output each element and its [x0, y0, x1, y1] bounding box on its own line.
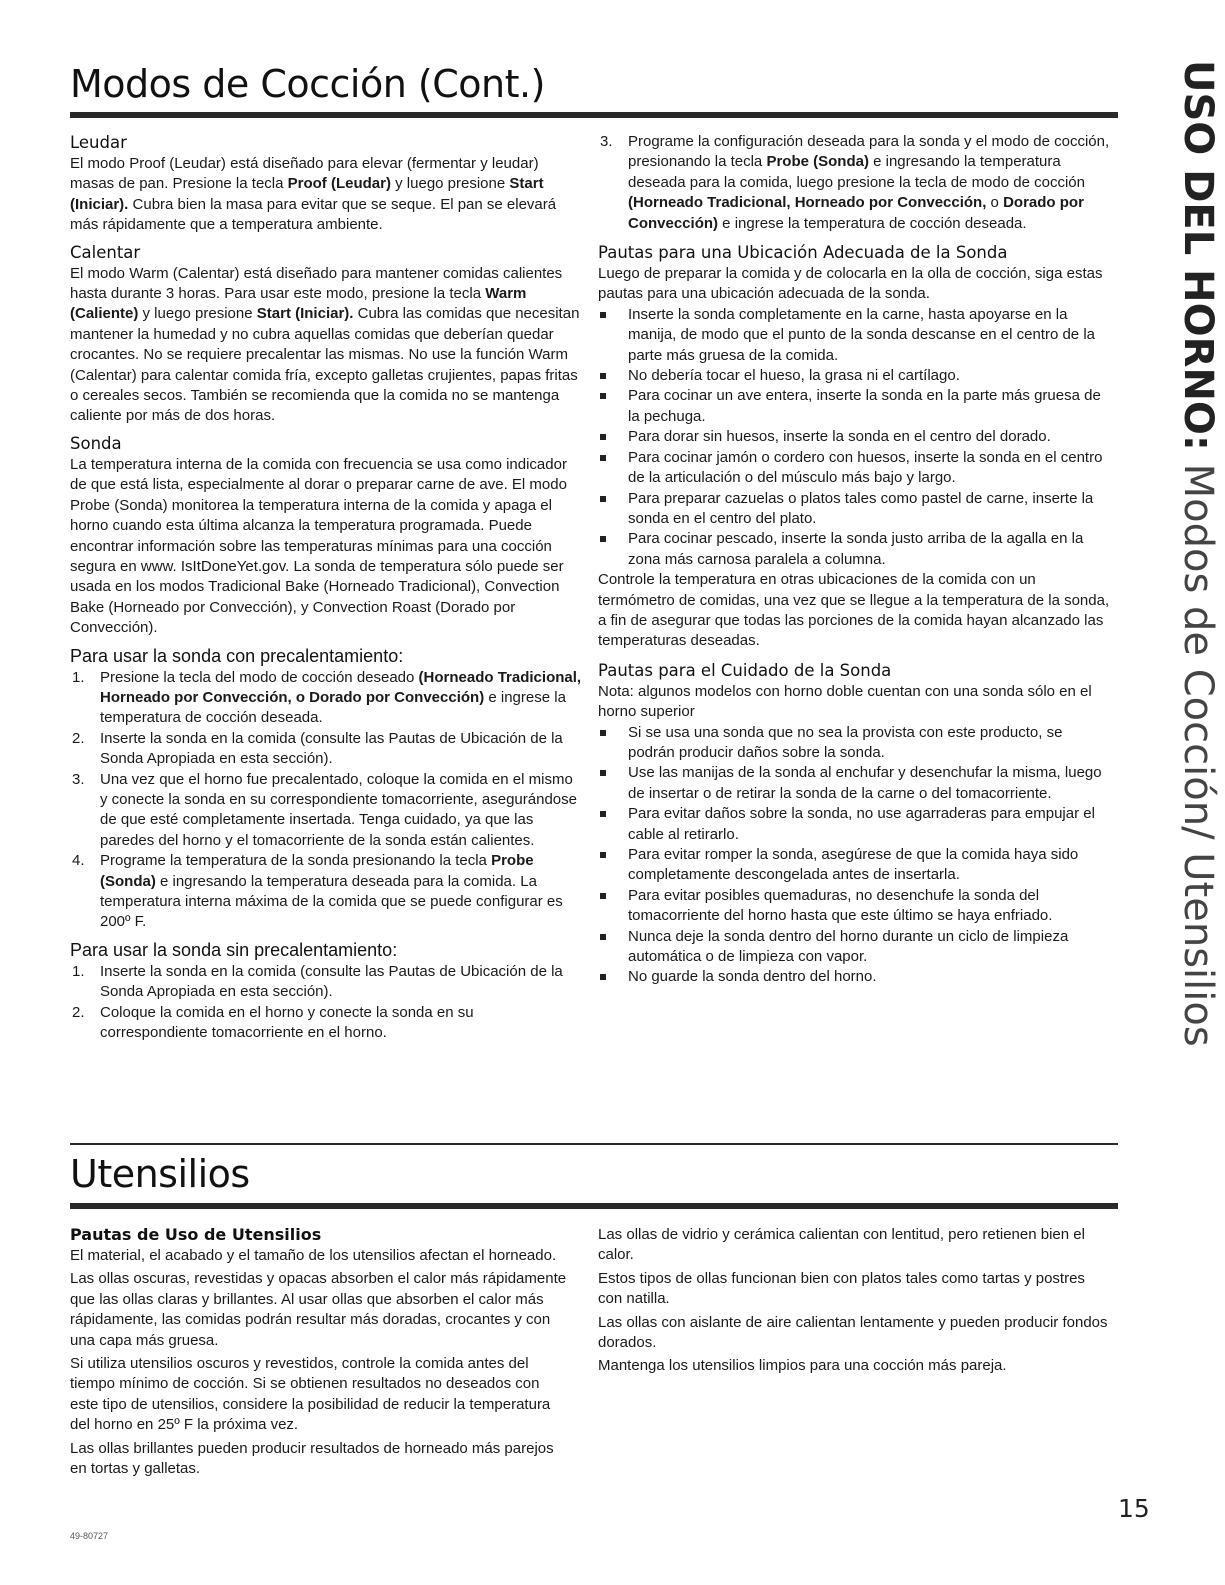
document-code: 49-80727	[70, 1531, 109, 1541]
list-item: No guarde la sonda dentro del horno.	[598, 967, 1110, 987]
utensilios-paragraph: Mantenga los utensilios limpios para una cocción más pareja.	[598, 1357, 1007, 1375]
step-text: Presione la tecla del modo de cocción deseado	[100, 668, 419, 686]
cuidado-list	[598, 723, 1110, 988]
utensilios-right-column	[598, 1225, 1110, 1377]
step-text: o	[986, 194, 1004, 212]
section-title-utensilios: Utensilios	[70, 1152, 250, 1196]
list-item: Si se usa una sonda que no sea la provista con este producto, se podrán producir daños sobre la sonda.	[598, 723, 1110, 764]
step-bold: Dorado por Convección)	[628, 194, 1084, 232]
step-text: Programe la configuración deseada para la sonda y el modo de cocción, presionando la tecla	[628, 133, 1110, 171]
utensilios-paragraph: Las ollas con aislante de aire calientan lentamente y pueden producir fondos dorados.	[598, 1313, 1108, 1352]
list-item: Nunca deje la sonda dentro del horno durante un ciclo de limpieza automática o de limpieza con vapor.	[598, 927, 1110, 968]
list-item: Para dorar sin huesos, inserte la sonda en el centro del dorado.	[598, 427, 1110, 447]
step-bold: Probe (Sonda)	[766, 153, 869, 171]
step-text: Inserte la sonda en la comida (consulte las Pautas de Ubicación de la Sonda Apropiada en esta sección).	[100, 729, 563, 768]
leudar-key-start: Start (Iniciar).	[70, 175, 544, 213]
step-item	[70, 770, 582, 852]
step-bold: (Horneado Tradicional, Horneado por Convección,	[628, 194, 987, 212]
leudar-key-proof: Proof (Leudar)	[287, 175, 391, 193]
list-item: Inserte la sonda completamente en la carne, hasta apoyarse en la manija, de modo que el punto de la sonda descanse en el centro de la parte más gruesa de la comida.	[598, 305, 1110, 366]
step-text: e ingresando la temperatura deseada para la comida, luego presione la tecla de modo de cocción	[628, 153, 1085, 191]
leudar-text-3: Cubra bien la masa para evitar que se seque. El pan se elevará más rápidamente que a temperatura ambiente.	[70, 195, 557, 234]
calentar-text-2: y luego presione	[138, 305, 257, 323]
right-column	[598, 132, 1110, 988]
list-item: Use las manijas de la sonda al enchufar y desenchufar la misma, luego de insertar o de retirar la sonda de la carne o del tomacorriente.	[598, 763, 1110, 804]
utensilios-paragraph: El material, el acabado y el tamaño de los utensilios afectan el horneado.	[70, 1247, 557, 1264]
heading-calentar: Calentar	[70, 242, 141, 262]
step-item	[70, 1003, 582, 1044]
step-text: Coloque la comida en el horno y conecte la sonda en su correspondiente tomacorriente en el horno.	[100, 1003, 474, 1042]
step-item	[70, 729, 582, 770]
heading-sin-precalentamiento: Para usar la sonda sin precalentamiento:	[70, 939, 398, 960]
step-item	[70, 668, 582, 729]
leudar-text-2: y luego presione	[390, 175, 510, 193]
step-text: e ingrese la temperatura de cocción deseada.	[100, 688, 566, 727]
calentar-text	[70, 264, 582, 427]
step-bold: (Horneado Tradicional, Horneado por Convección, o Dorado por Convección)	[100, 668, 582, 706]
utensilios-paragraph: Las ollas brillantes pueden producir resultados de horneado más parejos en tortas y galletas.	[70, 1439, 554, 1478]
step-item	[598, 132, 1110, 234]
step-text: Programe la temperatura de la sonda presionando la tecla	[100, 852, 492, 870]
step-item	[70, 962, 582, 1003]
calentar-key-start: Start (Iniciar).	[256, 305, 354, 323]
ubicacion-outro: Controle la temperatura en otras ubicaciones de la comida con un termómetro de comidas, una vez que se llegue a la temperatura de la sonda, a fin de asegurar que todas las porciones de la comida hayan alcanzado las temperaturas deseadas.	[598, 571, 1110, 650]
heading-leudar: Leudar	[70, 133, 127, 152]
ubicacion-intro: Luego de preparar la comida y de colocarla en la olla de cocción, siga estas pautas para una ubicación adecuada de la sonda.	[598, 265, 1103, 303]
utensilios-paragraph: Si utiliza utensilios oscuros y revestidos, controle la comida antes del tiempo mínimo de cocción. Si se obtienen resultados no deseados con este tipo de utensilios, considere la posibilidad de reducir la temperatura del horno en 25º F la próxima vez.	[70, 1355, 551, 1434]
calentar-text-1: El modo Warm (Calentar) está diseñado para mantener comidas calientes hasta durante 3 horas. Para usar este modo, presione la tecla	[70, 264, 563, 303]
side-tab-text	[1175, 60, 1221, 1047]
utensilios-rule	[70, 1203, 1118, 1209]
side-tab-bold: USO DEL HORNO:	[1175, 60, 1221, 451]
utensilios-paragraph: Estos tipos de ollas funcionan bien con platos tales como tartas y postres con natilla.	[598, 1269, 1085, 1308]
sonda-text: La temperatura interna de la comida con frecuencia se usa como indicador de que está lista, especialmente al dorar o preparar carne de ave. El modo Probe (Sonda) monitorea la temperatura interna de la comida y apaga el horno cuando esta última alcanza la temperatura programada. Puede encontrar información sobre las temperaturas mínimas para una cocción segura en www. IsItDoneYet.gov. La sonda de temperatura sólo puede ser usada en los modos Tradicional Bake (Horneado Tradicional), Convection Bake (Horneado por Convección), y Convection Roast (Dorado por Convección).	[70, 455, 567, 637]
list-item: Para cocinar pescado, inserte la sonda justo arriba de la agalla en la zona más carnosa paralela a columna.	[598, 529, 1110, 570]
page-number: 15	[1118, 1494, 1150, 1523]
list-item: No debería tocar el hueso, la grasa ni el cartílago.	[598, 366, 1110, 386]
leudar-text-1: El modo Proof (Leudar) está diseñado para elevar (fermentar y leudar) masas de pan. Presione la tecla	[70, 155, 539, 193]
con-precalentamiento-steps	[70, 668, 582, 933]
step-text: e ingresando la temperatura deseada para la comida. La temperatura interna máxima de la comida que se puede configurar es 200º F.	[100, 872, 563, 931]
list-item: Para evitar daños sobre la sonda, no use agarraderas para empujar el cable al retirarlo.	[598, 804, 1110, 845]
step-number: 3.	[600, 133, 613, 150]
ubicacion-list	[598, 305, 1110, 570]
title-rule	[70, 112, 1118, 118]
step-number: 1.	[72, 962, 85, 980]
step-number: 2.	[72, 729, 85, 747]
left-column	[70, 132, 582, 1043]
step-number: 3.	[72, 770, 85, 788]
utensilios-left-column	[70, 1224, 570, 1479]
sin-precalentamiento-steps-cont	[598, 132, 1110, 234]
utensilios-paragraph: Las ollas oscuras, revestidas y opacas absorben el calor más rápidamente que las ollas claras y brillantes. Al usar ollas que absorben el calor más rápidamente, las comidas podrán resultar más doradas, crocantes y con una capa más gruesa.	[70, 1270, 567, 1349]
list-item: Para cocinar un ave entera, inserte la sonda en la parte más gruesa de la pechuga.	[598, 386, 1110, 427]
list-item: Para preparar cazuelas o platos tales como pastel de carne, inserte la sonda en el centro del plato.	[598, 489, 1110, 530]
calentar-text-3: Cubra las comidas que necesitan mantener la humedad y no cubra aquellas comidas que deberían quedar crocantes. No se requiere precalentar las mismas. No use la función Warm (Calentar) para calentar comida fría, excepto galletas crujientes, papas fritas o cereales secos. También se recomienda que la comida no se mantenga caliente por más de dos horas.	[70, 305, 580, 425]
list-item: Para cocinar jamón o cordero con huesos, inserte la sonda en el centro de la articulación o del músculo más bajo y largo.	[598, 448, 1110, 489]
side-tab	[1175, 60, 1221, 1047]
cuidado-intro: Nota: algunos modelos con horno doble cuentan con una sonda sólo en el horno superior	[598, 682, 1092, 721]
utensilios-paragraph: Las ollas de vidrio y cerámica calientan con lentitud, pero retienen bien el calor.	[598, 1226, 1085, 1264]
heading-uso-utensilios: Pautas de Uso de Utensilios	[70, 1225, 322, 1244]
step-text: e ingrese la temperatura de cocción deseada.	[718, 214, 1027, 232]
step-number: 1.	[72, 668, 85, 686]
step-bold: Probe (Sonda)	[100, 852, 534, 890]
side-tab-light: Modos de Cocción/ Utensilios	[1175, 450, 1221, 1047]
step-number: 4.	[72, 852, 85, 870]
step-number: 2.	[72, 1003, 85, 1021]
step-item	[70, 851, 582, 933]
list-item: Para evitar romper la sonda, asegúrese de que la comida haya sido completamente descongelada antes de insertarla.	[598, 845, 1110, 886]
section-divider	[70, 1143, 1118, 1145]
heading-con-precalentamiento: Para usar la sonda con precalentamiento:	[70, 645, 404, 666]
step-text: Inserte la sonda en la comida (consulte las Pautas de Ubicación de la Sonda Apropiada en esta sección).	[100, 962, 563, 1001]
heading-sonda: Sonda	[70, 433, 122, 453]
sin-precalentamiento-steps	[70, 962, 582, 1044]
step-text: Una vez que el horno fue precalentado, coloque la comida en el mismo y conecte la sonda en su correspondiente tomacorriente, asegurándose de que esté completamente insertada. Tenga cuidado, ya que las paredes del horno y el tomacorriente de la sonda están calientes.	[100, 770, 577, 849]
heading-ubicacion-sonda: Pautas para una Ubicación Adecuada de la Sonda	[598, 243, 1008, 263]
list-item: Para evitar posibles quemaduras, no desenchufe la sonda del tomacorriente del horno hasta que este último se haya enfriado.	[598, 886, 1110, 927]
heading-cuidado-sonda: Pautas para el Cuidado de la Sonda	[598, 660, 892, 680]
calentar-key-warm: Warm (Caliente)	[70, 285, 527, 323]
page-title: Modos de Cocción (Cont.)	[70, 62, 545, 106]
leudar-text	[70, 154, 582, 236]
